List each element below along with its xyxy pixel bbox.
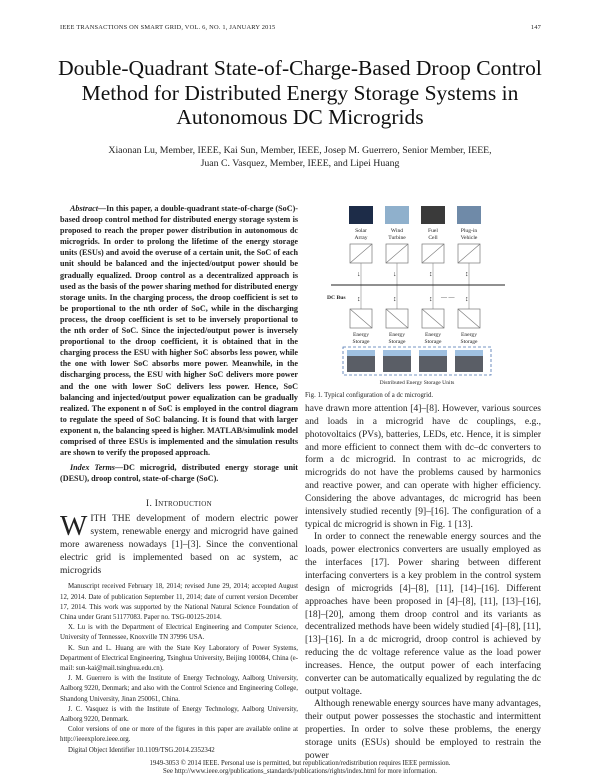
power-flow-arrow-icon: ↓ [357, 270, 361, 278]
index-terms-text: DC microgrid, distributed energy storage unit (DESU), droop control, state-of-charge (SoC). [60, 463, 298, 484]
figure-caption: Fig. 1. Typical configuration of a dc microgrid. [305, 392, 434, 399]
source-label: Solar [355, 228, 367, 234]
copyright-footer [0, 760, 600, 776]
footnote: K. Sun and L. Huang are with the State Key Laboratory of Power Systems, Department of Electrical Engineering, Tsinghua University, Beijing 100084, China (e-mail: sun-kai@mail.tsinghua.edu.cn). [60, 644, 298, 672]
authors-line-1: Xiaonan Lu, Member, IEEE, Kai Sun, Member, IEEE, Josep M. Guerrero, Senior Member, IEEE, [108, 145, 492, 156]
paper-title: Double-Quadrant State-of-Charge-Based Droop Control Method for Distributed Energy Storage Systems in Autonomous DC Microgrids [58, 56, 542, 129]
footnote: Digital Object Identifier 10.1109/TSG.2014.2352342 [68, 746, 215, 754]
section-title: Introduction [154, 499, 212, 510]
source-image [457, 206, 481, 224]
right-column [305, 403, 541, 763]
source-image [385, 206, 409, 224]
storage-label: Storage [388, 339, 406, 345]
ellipsis-icon: — — [441, 295, 455, 301]
power-flow-arrow-icon: ↕ [465, 270, 469, 278]
index-terms-label: Index Terms— [70, 463, 124, 473]
abstract [60, 203, 298, 458]
storage-label: Storage [352, 339, 370, 345]
footnote: J. C. Vasquez is with the Institute of Energy Technology, Aalborg University, Aalborg 9220, Denmark. [60, 705, 298, 723]
footnote: Manuscript received February 18, 2014; revised June 29, 2014; accepted August 12, 2014. Date of publication September 11, 2014; date of current version December 17, 2014. This work was supported by the National Natural Science Foundation of China under Grant 51177083. Paper no. TSG-00125-2014. [60, 583, 298, 621]
source-label: Plug-in [460, 228, 478, 234]
source-label: Wind [390, 228, 404, 234]
power-flow-arrow-icon: ↕ [357, 295, 361, 303]
battery-image-sky [347, 350, 375, 356]
power-flow-arrow-icon: ↕ [429, 270, 433, 278]
source-label: Fuel [428, 228, 438, 234]
body-paragraph: have drawn more attention [4]–[8]. However, various sources and loads in a microgrid have dc couplings, e.g., photovoltaics (PVs), batteries, LEDs, etc. Hence, it is simpler and more efficient to connect them with dc–dc converters to form a dc microgrid. In contrast to ac microgrids, dc microgrids do not have the problems caused by harmonics and reactive power, and can operate with higher efficiency. Considering the above advantages, dc microgrid has been intensively studied recently [9]–[16]. The configuration of a typical dc microgrid is shown in Fig. 1 [13]. [305, 404, 541, 530]
footnote: J. M. Guerrero is with the Institute of Energy Technology, Aalborg University, Aalborg 9220, Denmark; and also with the Control Science and Engineering College, Shandong University, Jinan 250061, China. [60, 675, 298, 703]
footer-line-1: 1949-3053 © 2014 IEEE. Personal use is permitted, but republication/redistribution requires IEEE permission. [149, 760, 451, 767]
storage-label: Energy [352, 332, 370, 338]
source-image [421, 206, 445, 224]
battery-image-sky [455, 350, 483, 356]
storage-label: Storage [424, 339, 442, 345]
index-terms [60, 462, 298, 484]
source-label: Array [354, 235, 368, 241]
power-flow-arrow-icon: ↕ [429, 295, 433, 303]
footnote: X. Lu is with the Department of Electrical Engineering and Computer Science, University of Tennessee, Knoxville TN 37996 USA. [60, 624, 298, 642]
source-label: Vehicle [460, 235, 478, 241]
left-column [60, 203, 298, 756]
figure-dc-microgrid [305, 203, 541, 393]
footnote: Color versions of one or more of the figures in this paper are available online at http://ieeexplore.ieee.org. [60, 726, 298, 744]
storage-label: Storage [460, 339, 478, 345]
power-flow-arrow-icon: ↓ [393, 270, 397, 278]
source-label: Turbine [388, 235, 406, 241]
storage-label: Energy [424, 332, 442, 338]
drop-cap: W [60, 510, 88, 543]
power-flow-arrow-icon: ↕ [465, 295, 469, 303]
body-paragraph: Although renewable energy sources have many advantages, their output power possesses the stochastic and intermittent properties. In order to solve these problems, the energy storage units (ESUs) should be employed to restrain the power [305, 699, 541, 761]
intro-text: ITH THE development of modern electric power system, renewable energy and microgrid have gained more awareness nowadays [1]–[3]. Since the conventional electric grid is implemented based on ac system, ac microgrids [60, 514, 298, 576]
footnotes [60, 582, 298, 755]
author-list [60, 145, 540, 170]
body-paragraph: In order to connect the renewable energy sources and the loads, power electronics converters are usually employed as the interfaces [17]. Power sharing between different interfacing converters is a key problem in the control system design of microgrids [4]–[8], [11], [14]–[16]. Different approaches have been proposed in [4]–[8], [11], [13]–[16], [18]–[20], among them droop control and its variants as decentralized methods have been widely studied [4]–[8], [11], [13]–[16]. In a dc microgrid, droop control is achieved by reducing the dc voltage reference value as the load power increases. Hence, the output power of each interfacing converter can be automatically equalized by regulating the dc output voltage. [305, 532, 541, 697]
page-number: 147 [530, 24, 541, 31]
desu-label: Distributed Energy Storage Units [379, 380, 455, 386]
abstract-text: In this paper, a double-quadrant state-of-charge (SoC)-based droop control method for distributed energy storage system is proposed to reach the proper power distribution in autonomous dc microgrids. In order to prolong the lifetime of the energy storage units (ESUs) and avoid the overuse of a certain unit, the SoC of each unit should be balanced and the injected/output power should be gradually equalized. Droop control as a decentralized approach is used as the basis of the power sharing method for distributed energy storage units. In the charging process, the droop coefficient is set to be proportional to the nth order of SoC, while in the discharging process, the droop coefficient is set to be inversely proportional to the nth order of SoC. Since the injected/output power is inversely proportional to the droop coefficient, it is obtained that in the charging process the ESU with higher SoC absorbs less power, while the one with lower SoC absorbs more power. Meanwhile, in the discharging process, the ESU with higher SoC delivers more power and the one with lower SoC delivers less power. Hence, SoC balancing and injected/output power equalization can be gradually realized. The exponent n of SoC is employed in the control diagram to regulate the speed of SoC balancing. It is found that with larger exponent n, the balancing speed is higher. MATLAB/simulink model comprised of three ESUs is implemented and the simulation results are shown to verify the proposed approach. [60, 204, 298, 458]
section-number: I. [146, 499, 153, 510]
running-header: IEEE TRANSACTIONS ON SMART GRID, VOL. 6, NO. 1, JANUARY 2015 [60, 24, 276, 31]
authors-line-2: Juan C. Vasquez, Member, IEEE, and Lipei Huang [200, 157, 400, 169]
source-label: Cell [428, 235, 438, 241]
storage-label: Energy [388, 332, 406, 338]
section-heading [60, 499, 298, 509]
battery-image-sky [419, 350, 447, 356]
dc-bus-label: DC Bus [327, 295, 346, 301]
power-flow-arrow-icon: ↕ [393, 295, 397, 303]
storage-label: Energy [460, 332, 478, 338]
footer-line-2: See http://www.ieee.org/publications_standards/publications/rights/index.html for more information. [163, 768, 437, 775]
battery-image-sky [383, 350, 411, 356]
source-image [349, 206, 373, 224]
intro-paragraph [60, 510, 298, 577]
abstract-label: Abstract— [70, 204, 107, 213]
